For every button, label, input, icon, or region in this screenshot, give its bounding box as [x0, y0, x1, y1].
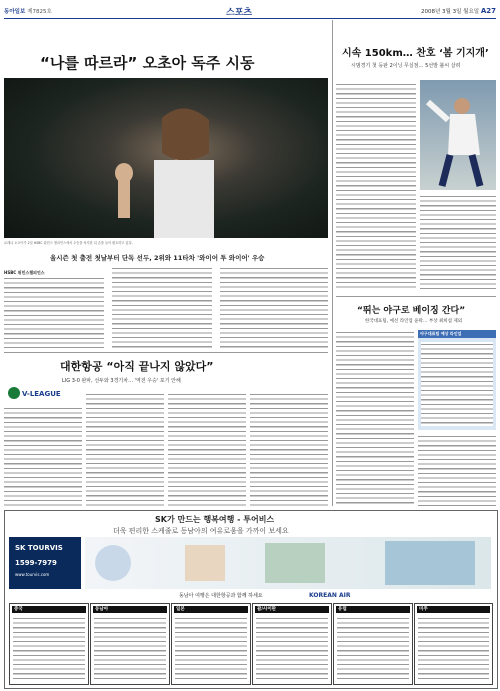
ad-banner-item-1: [95, 545, 131, 581]
ad-region-label-4: 괌/사이판: [255, 606, 329, 613]
ad-region-label-2: 동남아: [93, 606, 167, 613]
ad-partner-strip: [9, 592, 491, 600]
baseball-headline: 시속 150km… 찬호 ‘봄 기지개’: [342, 48, 489, 59]
lead-body-col-3: [220, 266, 328, 348]
baseball-body-col-2: [420, 194, 496, 290]
ad-region-label-3: 일본: [174, 606, 248, 613]
baseball-body-col-1: [336, 82, 416, 290]
ad-banner-item-3: [265, 543, 325, 583]
section-divider-2: [4, 352, 328, 353]
ad-title: SK가 만드는 행복여행 - 투어비스: [155, 515, 275, 524]
ad-region-cell-1[interactable]: [9, 603, 89, 685]
ad-brand-block: [9, 537, 81, 589]
olympic-body: [336, 330, 414, 506]
lead-body-col-2: [112, 266, 212, 348]
svg-text:V-LEAGUE: V-LEAGUE: [22, 390, 61, 398]
section-divider: [336, 296, 496, 297]
ad-partner-note: 동남아 여행은 대한항공과 함께 하세요: [179, 593, 263, 599]
ad-region-cell-6[interactable]: [414, 603, 493, 685]
lead-photo-caption: 로레나 오초아가 2일 HSBC 위민스 챔피언스에서 우승을 차지한 뒤 손을 들어 환호하고 있다.: [4, 241, 133, 245]
volleyball-subhead: LIG 3-0 완파, 선두와 3경기차… '역전 우승' 포기 안해: [62, 378, 181, 384]
ad-region-text-1: [13, 616, 85, 680]
ad-region-cell-2[interactable]: [90, 603, 170, 685]
ad-phone: 1599-7979: [15, 559, 57, 567]
masthead-paper-info: 동아일보 제7825호: [4, 9, 52, 15]
volleyball-body-col-3: [168, 392, 246, 506]
ad-region-label-1: 중국: [12, 606, 86, 613]
baseball-subhead: 시범경기 첫 등판 2이닝 무실점… 5선발 불씨 살려: [351, 63, 461, 69]
ad-partner: KOREAN AIR: [309, 592, 351, 599]
ad-banner-item-2: [185, 545, 225, 581]
olympic-subhead: 한국대표팀, 예선 라인업 윤곽… 부상 최희섭 제외: [365, 319, 463, 324]
ad-region-cell-5[interactable]: [333, 603, 413, 685]
ad-region-cell-4[interactable]: [252, 603, 332, 685]
olympic-body-col-2: [418, 434, 496, 506]
ad-region-text-6: [418, 616, 489, 680]
ochoa-photo[interactable]: [4, 78, 328, 238]
ad-region-label-6: 미주: [417, 606, 490, 613]
lead-body-col-1: [4, 276, 104, 348]
lead-subhead: 올시즌 첫 출전 첫날부터 단독 선두, 2위와 11타차 '와이어 투 와이어' 우승: [50, 254, 265, 262]
tourvis-ad[interactable]: [4, 510, 498, 689]
ad-region-label-5: 유럽: [336, 606, 410, 613]
ad-region-cell-3[interactable]: [171, 603, 251, 685]
lineup-sidebar-title: 야구대표팀 예상 라인업: [418, 330, 496, 338]
ad-region-text-5: [337, 616, 409, 680]
event-label: HSBC 위민스챔피언스: [4, 270, 45, 275]
vleague-logo: [6, 384, 62, 402]
page-masthead: [4, 4, 496, 19]
ad-brand: SK TOURVIS: [15, 544, 63, 552]
lineup-sidebar: [418, 330, 496, 430]
masthead-date: 2008년 3월 3일 월요일 A27: [420, 7, 496, 15]
ochoa-figure-illustration: [4, 78, 328, 238]
column-divider: [332, 20, 333, 506]
volleyball-body-col-1: [4, 406, 82, 506]
masthead-section: 스포츠: [226, 8, 253, 18]
volleyball-headline: 대한항공 “아직 끝나지 않았다”: [60, 360, 214, 373]
lead-headline: “나를 따르라” 오초아 독주 시동: [40, 54, 255, 72]
ad-region-text-4: [256, 616, 328, 680]
vleague-logo-icon: [6, 384, 62, 402]
ad-banner: [85, 537, 491, 589]
volleyball-body-col-2: [86, 392, 164, 506]
ad-region-text-2: [94, 616, 166, 680]
lineup-table: [421, 342, 493, 426]
pitcher-illustration: [420, 80, 496, 190]
volleyball-body-col-4: [250, 392, 328, 506]
ad-subtitle: 더욱 편리한 스케줄로 동남아의 여유로움을 가까이 보세요: [113, 527, 289, 535]
olympic-headline: “뛰는 야구로 베이징 간다”: [357, 306, 466, 316]
ad-region-text-3: [175, 616, 247, 680]
ad-banner-item-4: [385, 541, 475, 585]
pitcher-photo[interactable]: [420, 80, 496, 190]
ad-url: www.tourvis.com: [15, 572, 50, 577]
